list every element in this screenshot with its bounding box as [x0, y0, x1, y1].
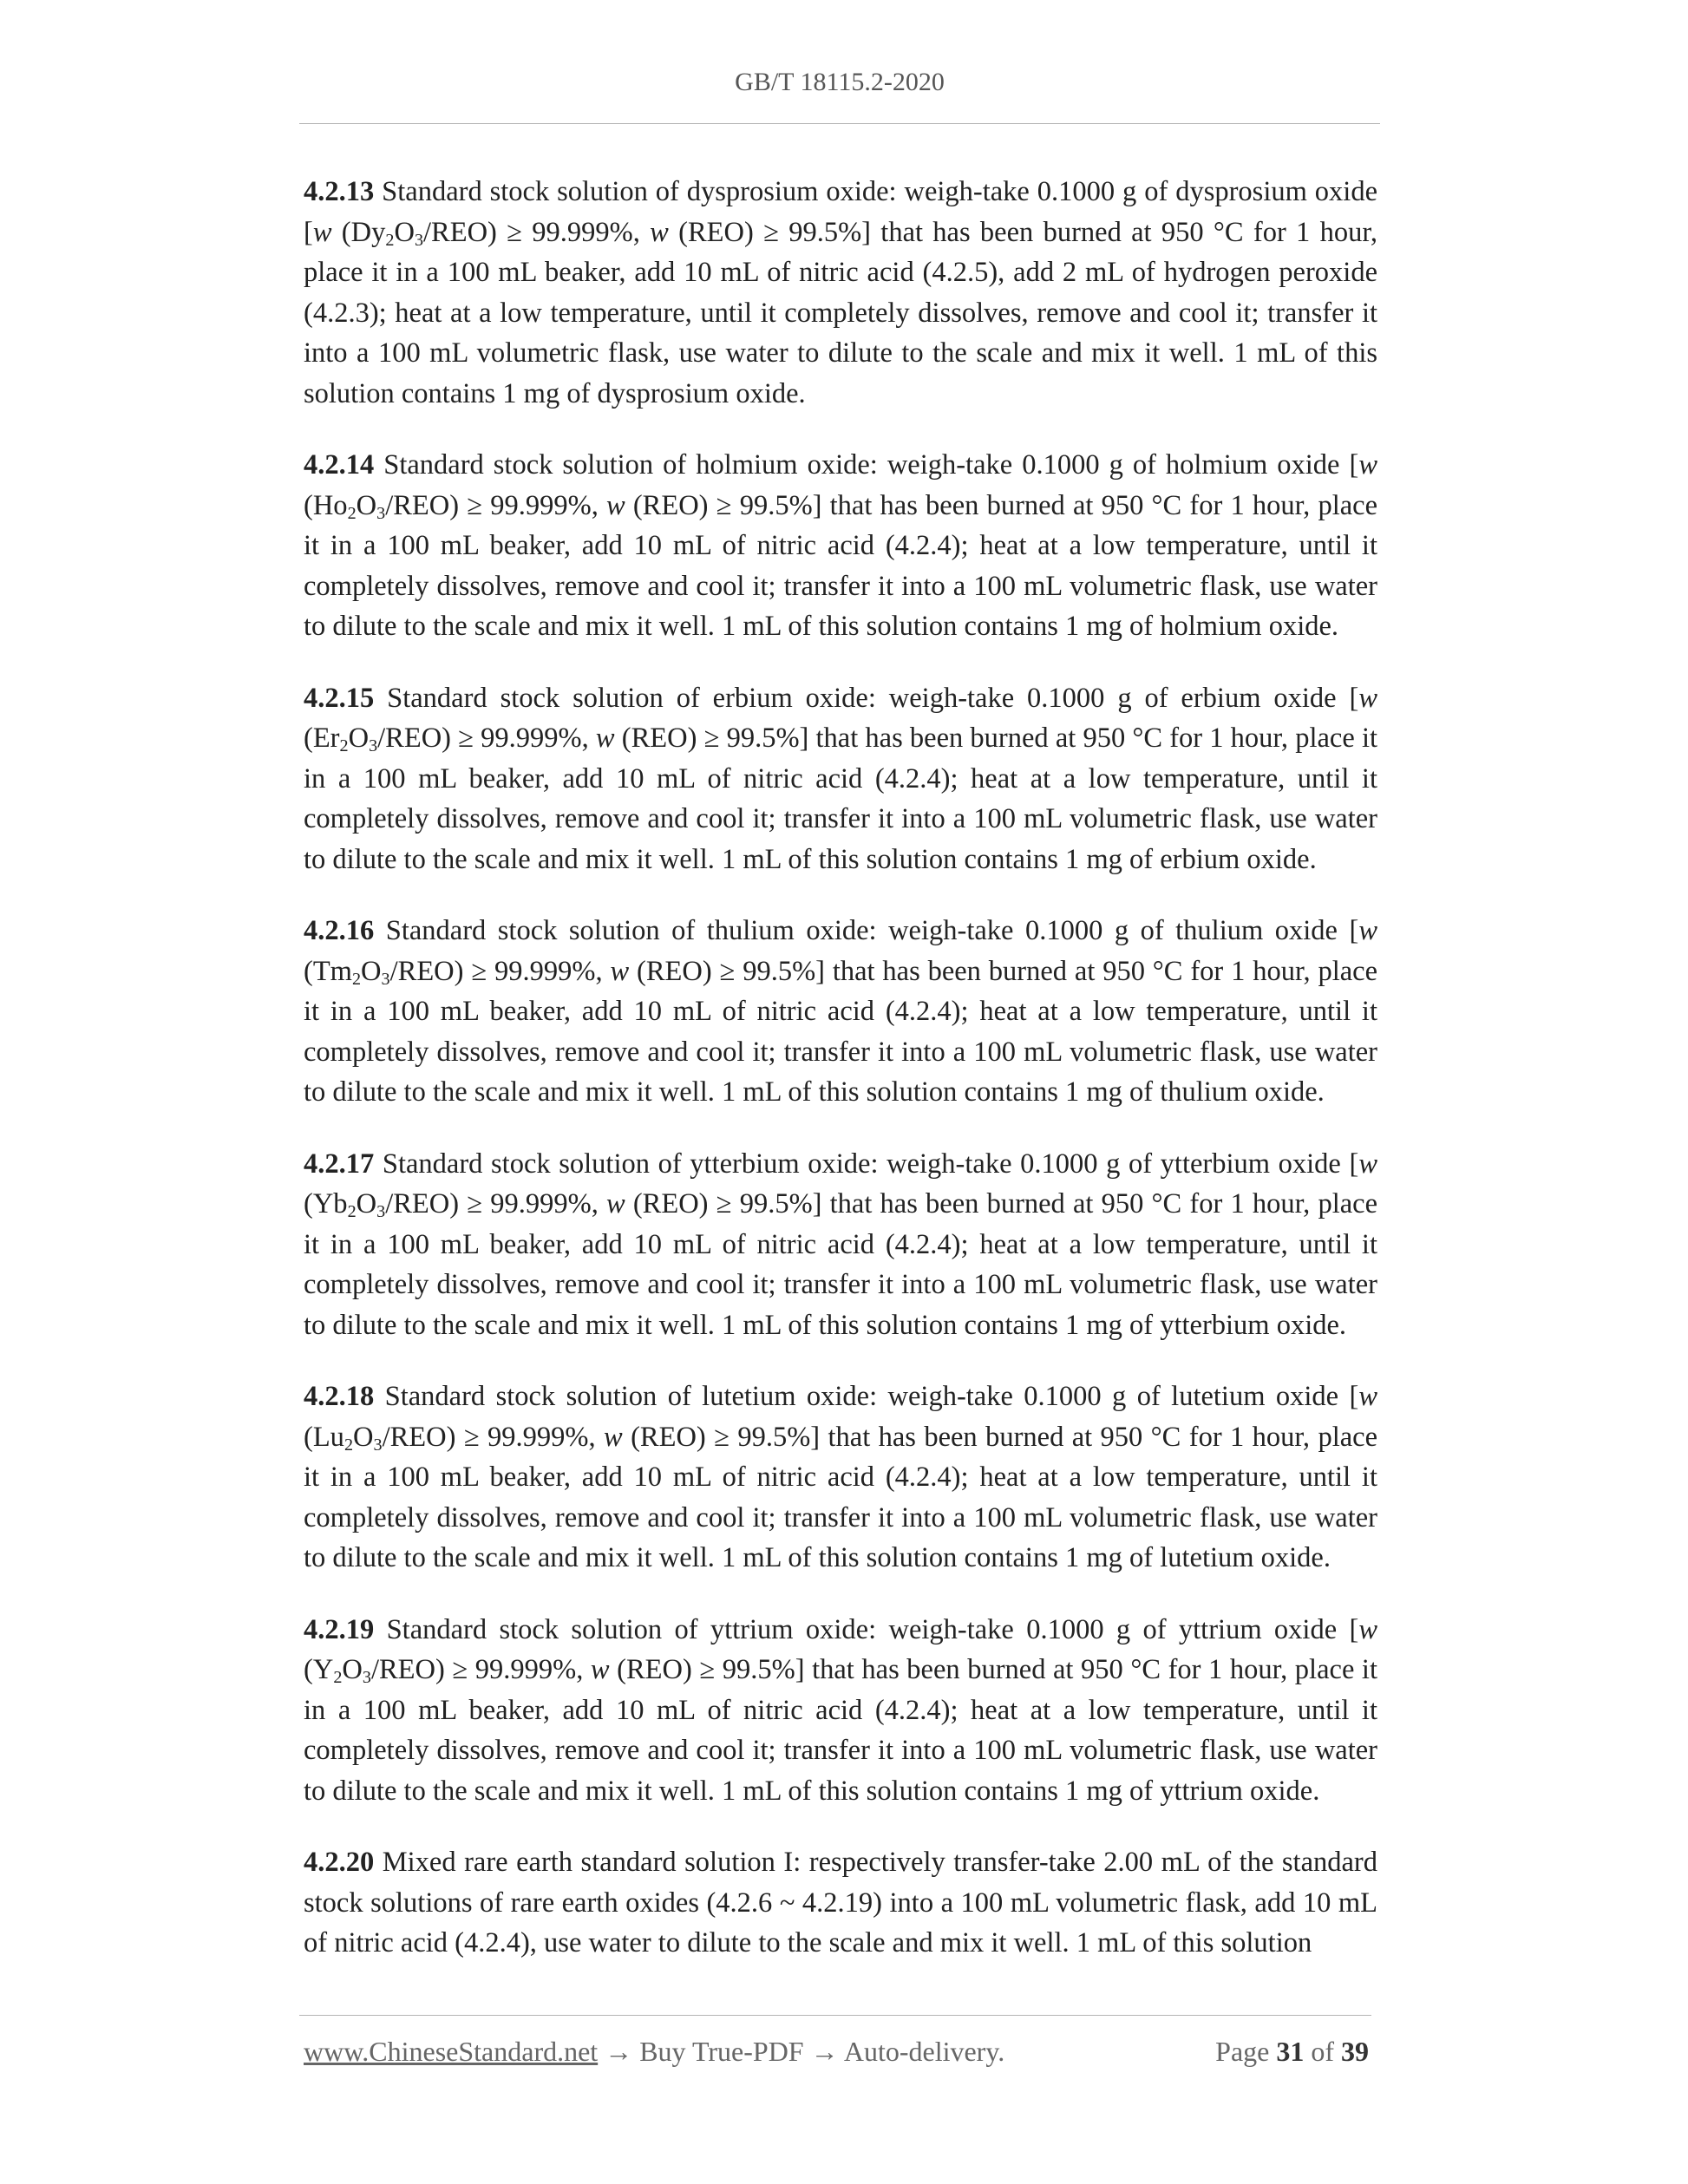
formula-text: (	[304, 1421, 313, 1453]
section-number: 4.2.17	[304, 1148, 375, 1180]
mass-fraction-symbol: w	[1358, 1613, 1377, 1645]
site-link[interactable]: www.ChineseStandard.net	[304, 2036, 599, 2067]
section-paragraph	[304, 678, 1377, 880]
section-text: (REO) ≥ 99.5%] that has been burned at 950 °C for 1 hour, place it in a 100 mL beaker, add 10 mL of nitric acid (4.2.4); heat at a low temperature, until it completely dissolves, remove and cool it; transfer it into a 100 mL volumetric flask, use water to dilute to the scale and mix it well. 1 mL of this solution contains 1 mg of erbium oxide.	[304, 723, 1377, 875]
mass-fraction-symbol: w	[606, 489, 625, 521]
mass-fraction-symbol: w	[1358, 1148, 1377, 1180]
formula-subscript: 3	[362, 1668, 371, 1688]
mass-fraction-symbol: w	[610, 955, 630, 987]
mass-fraction-symbol: w	[1358, 682, 1377, 714]
formula-element: Ho	[312, 489, 348, 521]
section-text: /REO) ≥ 99.999%,	[385, 1188, 606, 1220]
formula-text: (	[331, 216, 351, 248]
formula-subscript: 3	[376, 503, 386, 523]
mass-fraction-symbol: w	[604, 1421, 623, 1453]
formula-element: Lu	[312, 1421, 344, 1453]
formula-text: (	[304, 489, 313, 521]
formula-element: Y	[312, 1654, 334, 1685]
formula-subscript: 2	[347, 1202, 357, 1222]
mass-fraction-symbol: w	[312, 216, 332, 248]
formula-subscript: 2	[351, 969, 362, 989]
formula-element: O	[356, 489, 377, 521]
formula-subscript: 2	[333, 1668, 343, 1688]
formula-element: O	[353, 1421, 374, 1453]
section-text: (REO) ≥ 99.5%] that has been burned at 950 °C for 1 hour, place it in a 100 mL beaker, add 10 mL of nitric acid (4.2.4); heat at a low temperature, until it completely dissolves, remove and cool it; transfer it into a 100 mL volumetric flask, use water to dilute to the scale and mix it well. 1 mL of this solution contains 1 mg of thulium oxide.	[304, 955, 1378, 1108]
formula-text: (	[304, 1654, 313, 1685]
formula-element: O	[361, 955, 382, 987]
page-indicator	[1215, 2036, 1369, 2068]
section-text: (REO) ≥ 99.5%] that has been burned at 950 °C for 1 hour, place it in a 100 mL beaker, add 10 mL of nitric acid (4.2.4); heat at a low temperature, until it completely dissolves, remove and cool it; transfer it into a 100 mL volumetric flask, use water to dilute to the scale and mix it well. 1 mL of this solution contains 1 mg of holmium oxide.	[304, 489, 1378, 642]
section-text: Standard stock solution of yttrium oxide: weigh-take 0.1000 g of yttrium oxide [	[374, 1613, 1359, 1645]
formula-subscript: 2	[385, 230, 395, 250]
section-paragraph-last	[304, 1842, 1377, 1964]
section-text: /REO) ≥ 99.999%,	[382, 1421, 605, 1453]
footer-promo	[304, 2036, 1004, 2068]
section-text: Standard stock solution of erbium oxide: weigh-take 0.1000 g of erbium oxide [	[374, 682, 1359, 714]
formula-subscript: 3	[373, 1435, 383, 1455]
formula-element: Er	[312, 723, 340, 754]
section-paragraph	[304, 172, 1377, 414]
section-text: Standard stock solution of holmium oxide: weigh-take 0.1000 g of holmium oxide [	[374, 449, 1359, 481]
section-paragraph	[304, 1144, 1377, 1346]
formula-element: O	[348, 723, 370, 754]
promo-text: → Buy True-PDF → Auto-delivery.	[598, 2036, 1005, 2067]
section-number: 4.2.13	[304, 176, 375, 207]
section-paragraph	[304, 1610, 1377, 1812]
section-paragraph	[304, 911, 1377, 1113]
formula-element: Dy	[350, 216, 386, 248]
section-text: /REO) ≥ 99.999%,	[423, 216, 651, 248]
formula-subscript: 3	[376, 1202, 386, 1222]
formula-subscript: 2	[347, 503, 357, 523]
section-text: (REO) ≥ 99.5%] that has been burned at 950 °C for 1 hour, place it in a 100 mL beaker, add 10 mL of nitric acid (4.2.4); heat at a low temperature, until it completely dissolves, remove and cool it; transfer it into a 100 mL volumetric flask, use water to dilute to the scale and mix it well. 1 mL of this solution contains 1 mg of yttrium oxide.	[304, 1654, 1377, 1807]
mass-fraction-symbol: w	[1358, 1381, 1377, 1412]
section-text: Standard stock solution of dysprosium oxide: weigh-take 0.1000 g of dysprosium oxide [	[304, 176, 1377, 248]
section-number: 4.2.18	[304, 1381, 375, 1412]
formula-text: (	[304, 1188, 313, 1220]
section-text: (REO) ≥ 99.5%] that has been burned at 950 °C for 1 hour, place it in a 100 mL beaker, add 10 mL of nitric acid (4.2.4); heat at a low temperature, until it completely dissolves, remove and cool it; transfer it into a 100 mL volumetric flask, use water to dilute to the scale and mix it well. 1 mL of this solution contains 1 mg of lutetium oxide.	[304, 1421, 1378, 1573]
section-number: 4.2.19	[304, 1613, 375, 1645]
section-paragraph	[304, 445, 1377, 647]
section-text: /REO) ≥ 99.999%,	[389, 955, 611, 987]
section-text: Standard stock solution of thulium oxide: weigh-take 0.1000 g of thulium oxide [	[374, 915, 1359, 946]
section-text: (REO) ≥ 99.5%] that has been burned at 950 °C for 1 hour, place it in a 100 mL beaker, add 10 mL of nitric acid (4.2.4); heat at a low temperature, until it completely dissolves, remove and cool it; transfer it into a 100 mL volumetric flask, use water to dilute to the scale and mix it well. 1 mL of this solution contains 1 mg of ytterbium oxide.	[304, 1188, 1378, 1341]
formula-subscript: 2	[339, 736, 349, 756]
section-text: /REO) ≥ 99.999%,	[385, 489, 606, 521]
mass-fraction-symbol: w	[590, 1654, 610, 1685]
document-body	[304, 172, 1377, 1995]
section-number: 4.2.15	[304, 682, 375, 714]
formula-element: O	[394, 216, 415, 248]
section-number: 4.2.16	[304, 915, 375, 946]
section-text: (REO) ≥ 99.5%] that has been burned at 950 °C for 1 hour, place it in a 100 mL beaker, add 10 mL of nitric acid (4.2.5), add 2 mL of hydrogen peroxide (4.2.3); heat at a low temperature, until it completely dissolves, remove and cool it; transfer it into a 100 mL volumetric flask, use water to dilute to the scale and mix it well. 1 mL of this solution contains 1 mg of dysprosium oxide.	[304, 216, 1377, 409]
formula-subscript: 2	[343, 1435, 354, 1455]
section-paragraph	[304, 1376, 1377, 1579]
page-current: 31	[1276, 2036, 1305, 2067]
section-text: Standard stock solution of ytterbium oxide: weigh-take 0.1000 g of ytterbium oxide [	[374, 1148, 1359, 1180]
mass-fraction-symbol: w	[1358, 449, 1377, 481]
mass-fraction-symbol: w	[595, 723, 615, 754]
mass-fraction-symbol: w	[650, 216, 669, 248]
section-number: 4.2.20	[304, 1847, 375, 1878]
page-of-label: of	[1304, 2036, 1341, 2067]
formula-subscript: 3	[414, 230, 424, 250]
section-text: Mixed rare earth standard solution I: respectively transfer-take 2.00 mL of the standard stock solutions of rare earth oxides (4.2.6 ~ 4.2.19) into a 100 mL volumetric flask, add 10 mL of nitric acid (4.2.4), use water to dilute to the scale and mix it well. 1 mL of this solution	[304, 1847, 1377, 1958]
page-label: Page	[1215, 2036, 1277, 2067]
footer-divider	[299, 2015, 1371, 2016]
formula-element: Tm	[312, 955, 352, 987]
mass-fraction-symbol: w	[606, 1188, 625, 1220]
formula-subscript: 3	[381, 969, 390, 989]
page-footer	[304, 2036, 1369, 2074]
page-header-title: GB/T 18115.2-2020	[735, 68, 945, 96]
formula-text: (	[304, 723, 313, 754]
formula-element: O	[356, 1188, 377, 1220]
formula-text: (	[304, 955, 313, 987]
section-text: /REO) ≥ 99.999%,	[377, 723, 596, 754]
formula-subscript: 3	[369, 736, 378, 756]
section-text: /REO) ≥ 99.999%,	[370, 1654, 591, 1685]
formula-element: O	[342, 1654, 363, 1685]
mass-fraction-symbol: w	[1358, 915, 1377, 946]
section-number: 4.2.14	[304, 449, 375, 481]
formula-element: Yb	[312, 1188, 348, 1220]
page-total: 39	[1341, 2036, 1369, 2067]
section-text: Standard stock solution of lutetium oxide: weigh-take 0.1000 g of lutetium oxide [	[374, 1381, 1359, 1412]
header-divider	[299, 123, 1380, 124]
